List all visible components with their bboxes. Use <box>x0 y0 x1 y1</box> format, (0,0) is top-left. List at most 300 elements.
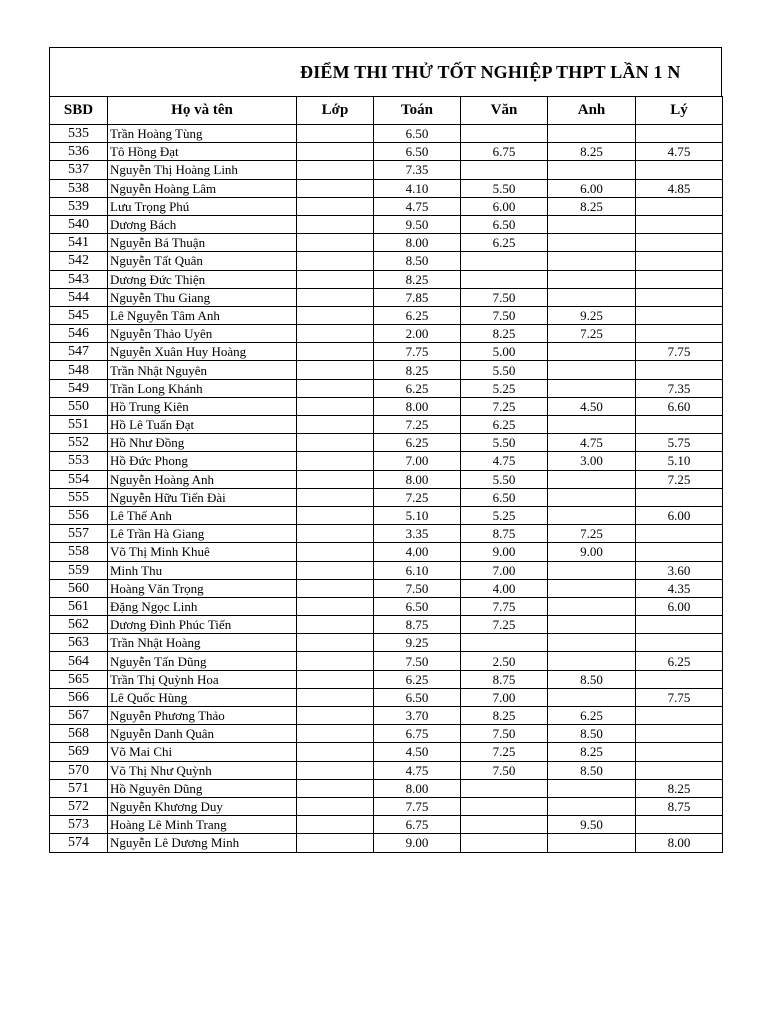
cell-math[interactable]: 6.50 <box>374 597 461 615</box>
cell-sbd[interactable]: 573 <box>50 816 108 834</box>
cell-math[interactable]: 6.25 <box>374 434 461 452</box>
cell-class[interactable] <box>297 179 374 197</box>
cell-name[interactable]: Tô Hồng Đạt <box>108 143 297 161</box>
cell-sbd[interactable]: 559 <box>50 561 108 579</box>
cell-english[interactable]: 8.50 <box>548 725 636 743</box>
cell-physics[interactable] <box>636 197 723 215</box>
cell-literature[interactable] <box>461 834 548 852</box>
table-row <box>50 579 723 597</box>
cell-name[interactable]: Lưu Trọng Phú <box>108 197 297 215</box>
cell-english[interactable] <box>548 343 636 361</box>
cell-english[interactable] <box>548 470 636 488</box>
cell-math[interactable]: 9.50 <box>374 215 461 233</box>
cell-name[interactable]: Hoàng Văn Trọng <box>108 579 297 597</box>
cell-physics[interactable] <box>636 125 723 143</box>
cell-sbd[interactable]: 551 <box>50 416 108 434</box>
cell-literature[interactable]: 7.25 <box>461 397 548 415</box>
cell-literature[interactable]: 7.75 <box>461 597 548 615</box>
cell-math[interactable]: 7.50 <box>374 652 461 670</box>
cell-name[interactable]: Dương Đình Phúc Tiến <box>108 616 297 634</box>
cell-math[interactable]: 4.75 <box>374 197 461 215</box>
table-row <box>50 379 723 397</box>
cell-class[interactable] <box>297 725 374 743</box>
cell-english[interactable]: 8.25 <box>548 743 636 761</box>
cell-sbd[interactable]: 550 <box>50 397 108 415</box>
cell-sbd[interactable]: 541 <box>50 234 108 252</box>
cell-physics[interactable]: 4.75 <box>636 143 723 161</box>
cell-math[interactable]: 5.10 <box>374 506 461 524</box>
cell-sbd[interactable]: 566 <box>50 688 108 706</box>
cell-english[interactable]: 8.50 <box>548 761 636 779</box>
cell-sbd[interactable]: 558 <box>50 543 108 561</box>
cell-name[interactable]: Lê Trần Hà Giang <box>108 525 297 543</box>
cell-literature[interactable]: 6.50 <box>461 488 548 506</box>
cell-literature[interactable]: 5.25 <box>461 506 548 524</box>
cell-class[interactable] <box>297 652 374 670</box>
cell-sbd[interactable]: 567 <box>50 707 108 725</box>
cell-physics[interactable]: 7.35 <box>636 379 723 397</box>
table-row <box>50 725 723 743</box>
cell-literature[interactable]: 5.50 <box>461 470 548 488</box>
cell-name[interactable]: Trần Long Khánh <box>108 379 297 397</box>
cell-sbd[interactable]: 572 <box>50 797 108 815</box>
cell-sbd[interactable]: 543 <box>50 270 108 288</box>
cell-literature[interactable]: 6.75 <box>461 143 548 161</box>
cell-math[interactable]: 7.85 <box>374 288 461 306</box>
cell-literature[interactable]: 5.50 <box>461 361 548 379</box>
cell-name[interactable]: Lê Nguyễn Tâm Anh <box>108 306 297 324</box>
cell-math[interactable]: 7.75 <box>374 797 461 815</box>
cell-english[interactable]: 6.25 <box>548 707 636 725</box>
cell-english[interactable]: 6.00 <box>548 179 636 197</box>
cell-sbd[interactable]: 538 <box>50 179 108 197</box>
cell-math[interactable]: 2.00 <box>374 325 461 343</box>
cell-physics[interactable] <box>636 670 723 688</box>
cell-english[interactable] <box>548 779 636 797</box>
cell-name[interactable]: Hồ Nguyên Dũng <box>108 779 297 797</box>
cell-name[interactable]: Trần Hoàng Tùng <box>108 125 297 143</box>
cell-name[interactable]: Minh Thu <box>108 561 297 579</box>
cell-physics[interactable]: 4.35 <box>636 579 723 597</box>
cell-literature[interactable]: 6.50 <box>461 215 548 233</box>
cell-english[interactable]: 4.50 <box>548 397 636 415</box>
cell-class[interactable] <box>297 688 374 706</box>
cell-sbd[interactable]: 553 <box>50 452 108 470</box>
cell-physics[interactable]: 6.25 <box>636 652 723 670</box>
cell-name[interactable]: Nguyễn Hoàng Anh <box>108 470 297 488</box>
header-physics[interactable]: Lý <box>636 97 723 125</box>
cell-sbd[interactable]: 552 <box>50 434 108 452</box>
cell-class[interactable] <box>297 125 374 143</box>
cell-sbd[interactable]: 537 <box>50 161 108 179</box>
cell-name[interactable]: Hồ Trung Kiên <box>108 397 297 415</box>
cell-name[interactable]: Võ Thị Như Quỳnh <box>108 761 297 779</box>
cell-literature[interactable]: 5.50 <box>461 434 548 452</box>
cell-english[interactable]: 4.75 <box>548 434 636 452</box>
cell-sbd[interactable]: 561 <box>50 597 108 615</box>
cell-english[interactable] <box>548 652 636 670</box>
cell-class[interactable] <box>297 707 374 725</box>
cell-math[interactable]: 9.00 <box>374 834 461 852</box>
cell-sbd[interactable]: 569 <box>50 743 108 761</box>
table-row <box>50 179 723 197</box>
cell-sbd[interactable]: 545 <box>50 306 108 324</box>
cell-class[interactable] <box>297 834 374 852</box>
cell-english[interactable] <box>548 252 636 270</box>
cell-physics[interactable]: 5.75 <box>636 434 723 452</box>
cell-english[interactable] <box>548 561 636 579</box>
cell-physics[interactable] <box>636 743 723 761</box>
cell-physics[interactable] <box>636 416 723 434</box>
cell-physics[interactable]: 7.25 <box>636 470 723 488</box>
cell-literature[interactable]: 7.50 <box>461 306 548 324</box>
cell-literature[interactable]: 5.25 <box>461 379 548 397</box>
cell-class[interactable] <box>297 797 374 815</box>
cell-literature[interactable] <box>461 270 548 288</box>
cell-name[interactable]: Nguyễn Hữu Tiến Đài <box>108 488 297 506</box>
header-math[interactable]: Toán <box>374 97 461 125</box>
cell-english[interactable] <box>548 416 636 434</box>
cell-class[interactable] <box>297 343 374 361</box>
cell-sbd[interactable]: 570 <box>50 761 108 779</box>
cell-class[interactable] <box>297 161 374 179</box>
cell-english[interactable] <box>548 161 636 179</box>
cell-physics[interactable] <box>636 525 723 543</box>
cell-physics[interactable]: 4.85 <box>636 179 723 197</box>
cell-class[interactable] <box>297 579 374 597</box>
cell-math[interactable]: 6.75 <box>374 725 461 743</box>
cell-english[interactable] <box>548 634 636 652</box>
cell-english[interactable]: 9.00 <box>548 543 636 561</box>
cell-literature[interactable]: 8.25 <box>461 325 548 343</box>
cell-physics[interactable] <box>636 488 723 506</box>
cell-sbd[interactable]: 554 <box>50 470 108 488</box>
cell-name[interactable]: Nguyễn Thu Giang <box>108 288 297 306</box>
table-row <box>50 161 723 179</box>
cell-physics[interactable] <box>636 306 723 324</box>
cell-physics[interactable] <box>636 707 723 725</box>
cell-sbd[interactable]: 571 <box>50 779 108 797</box>
cell-english[interactable] <box>548 215 636 233</box>
cell-physics[interactable] <box>636 361 723 379</box>
cell-literature[interactable]: 8.75 <box>461 525 548 543</box>
table-row <box>50 143 723 161</box>
cell-math[interactable]: 6.10 <box>374 561 461 579</box>
cell-english[interactable] <box>548 579 636 597</box>
cell-english[interactable] <box>548 234 636 252</box>
cell-math[interactable]: 3.35 <box>374 525 461 543</box>
cell-physics[interactable] <box>636 161 723 179</box>
cell-math[interactable]: 9.25 <box>374 634 461 652</box>
cell-name[interactable]: Nguyễn Tất Quân <box>108 252 297 270</box>
table-row <box>50 452 723 470</box>
cell-sbd[interactable]: 535 <box>50 125 108 143</box>
cell-class[interactable] <box>297 597 374 615</box>
cell-class[interactable] <box>297 743 374 761</box>
cell-english[interactable] <box>548 797 636 815</box>
cell-math[interactable]: 3.70 <box>374 707 461 725</box>
cell-math[interactable]: 8.00 <box>374 234 461 252</box>
cell-literature[interactable] <box>461 125 548 143</box>
cell-english[interactable] <box>548 288 636 306</box>
cell-name[interactable]: Trần Nhật Nguyên <box>108 361 297 379</box>
header-class[interactable]: Lớp <box>297 97 374 125</box>
cell-literature[interactable] <box>461 779 548 797</box>
cell-physics[interactable] <box>636 325 723 343</box>
cell-name[interactable]: Nguyễn Danh Quân <box>108 725 297 743</box>
cell-sbd[interactable]: 555 <box>50 488 108 506</box>
cell-class[interactable] <box>297 306 374 324</box>
cell-physics[interactable]: 3.60 <box>636 561 723 579</box>
cell-class[interactable] <box>297 397 374 415</box>
cell-class[interactable] <box>297 143 374 161</box>
cell-math[interactable]: 8.25 <box>374 270 461 288</box>
cell-physics[interactable]: 6.00 <box>636 506 723 524</box>
cell-math[interactable]: 8.75 <box>374 616 461 634</box>
table-row <box>50 816 723 834</box>
cell-class[interactable] <box>297 452 374 470</box>
cell-class[interactable] <box>297 525 374 543</box>
cell-physics[interactable] <box>636 616 723 634</box>
cell-sbd[interactable]: 547 <box>50 343 108 361</box>
cell-english[interactable]: 9.50 <box>548 816 636 834</box>
cell-sbd[interactable]: 564 <box>50 652 108 670</box>
cell-name[interactable]: Dương Đức Thiện <box>108 270 297 288</box>
cell-math[interactable]: 7.25 <box>374 488 461 506</box>
cell-physics[interactable] <box>636 761 723 779</box>
cell-class[interactable] <box>297 288 374 306</box>
cell-literature[interactable] <box>461 634 548 652</box>
cell-name[interactable]: Nguyễn Lê Dương Minh <box>108 834 297 852</box>
cell-name[interactable]: Nguyễn Bá Thuận <box>108 234 297 252</box>
cell-literature[interactable] <box>461 252 548 270</box>
cell-class[interactable] <box>297 470 374 488</box>
cell-name[interactable]: Nguyễn Thị Hoàng Linh <box>108 161 297 179</box>
cell-english[interactable] <box>548 361 636 379</box>
cell-english[interactable]: 8.25 <box>548 197 636 215</box>
table-row <box>50 670 723 688</box>
cell-math[interactable]: 6.25 <box>374 670 461 688</box>
cell-english[interactable] <box>548 488 636 506</box>
cell-class[interactable] <box>297 234 374 252</box>
cell-physics[interactable] <box>636 816 723 834</box>
cell-literature[interactable]: 7.50 <box>461 288 548 306</box>
cell-math[interactable]: 8.00 <box>374 779 461 797</box>
cell-english[interactable] <box>548 125 636 143</box>
cell-name[interactable]: Nguyễn Phương Thảo <box>108 707 297 725</box>
cell-physics[interactable] <box>636 543 723 561</box>
cell-physics[interactable]: 6.00 <box>636 597 723 615</box>
cell-class[interactable] <box>297 270 374 288</box>
cell-sbd[interactable]: 568 <box>50 725 108 743</box>
cell-physics[interactable]: 6.60 <box>636 397 723 415</box>
cell-physics[interactable]: 8.00 <box>636 834 723 852</box>
cell-math[interactable]: 6.50 <box>374 143 461 161</box>
cell-class[interactable] <box>297 670 374 688</box>
cell-physics[interactable] <box>636 270 723 288</box>
cell-english[interactable] <box>548 379 636 397</box>
cell-physics[interactable]: 7.75 <box>636 688 723 706</box>
cell-literature[interactable]: 4.00 <box>461 579 548 597</box>
cell-class[interactable] <box>297 361 374 379</box>
cell-literature[interactable]: 7.50 <box>461 725 548 743</box>
cell-math[interactable]: 7.35 <box>374 161 461 179</box>
cell-math[interactable]: 8.25 <box>374 361 461 379</box>
cell-literature[interactable]: 7.00 <box>461 561 548 579</box>
cell-name[interactable]: Hồ Như Đồng <box>108 434 297 452</box>
cell-math[interactable]: 6.50 <box>374 125 461 143</box>
cell-name[interactable]: Hồ Lê Tuấn Đạt <box>108 416 297 434</box>
cell-sbd[interactable]: 546 <box>50 325 108 343</box>
cell-math[interactable]: 7.50 <box>374 579 461 597</box>
cell-literature[interactable]: 7.25 <box>461 743 548 761</box>
cell-physics[interactable] <box>636 634 723 652</box>
cell-name[interactable]: Đặng Ngọc Linh <box>108 597 297 615</box>
cell-class[interactable] <box>297 779 374 797</box>
cell-physics[interactable] <box>636 288 723 306</box>
cell-name[interactable]: Dương Bách <box>108 215 297 233</box>
cell-physics[interactable] <box>636 215 723 233</box>
cell-class[interactable] <box>297 616 374 634</box>
cell-name[interactable]: Nguyễn Hoàng Lâm <box>108 179 297 197</box>
cell-literature[interactable]: 4.75 <box>461 452 548 470</box>
cell-class[interactable] <box>297 325 374 343</box>
cell-physics[interactable]: 8.75 <box>636 797 723 815</box>
cell-literature[interactable] <box>461 797 548 815</box>
cell-sbd[interactable]: 542 <box>50 252 108 270</box>
header-literature[interactable]: Văn <box>461 97 548 125</box>
cell-name[interactable]: Trần Thị Quỳnh Hoa <box>108 670 297 688</box>
cell-class[interactable] <box>297 634 374 652</box>
cell-class[interactable] <box>297 215 374 233</box>
cell-sbd[interactable]: 563 <box>50 634 108 652</box>
cell-literature[interactable]: 8.25 <box>461 707 548 725</box>
cell-literature[interactable]: 5.50 <box>461 179 548 197</box>
cell-class[interactable] <box>297 434 374 452</box>
cell-math[interactable]: 4.50 <box>374 743 461 761</box>
cell-sbd[interactable]: 556 <box>50 506 108 524</box>
cell-english[interactable]: 3.00 <box>548 452 636 470</box>
cell-class[interactable] <box>297 561 374 579</box>
cell-math[interactable]: 7.25 <box>374 416 461 434</box>
cell-name[interactable]: Nguyễn Tấn Dũng <box>108 652 297 670</box>
cell-class[interactable] <box>297 252 374 270</box>
cell-name[interactable]: Nguyễn Xuân Huy Hoàng <box>108 343 297 361</box>
cell-english[interactable]: 9.25 <box>548 306 636 324</box>
cell-class[interactable] <box>297 816 374 834</box>
cell-sbd[interactable]: 549 <box>50 379 108 397</box>
cell-name[interactable]: Võ Thị Minh Khuê <box>108 543 297 561</box>
cell-literature[interactable]: 7.00 <box>461 688 548 706</box>
table-row <box>50 597 723 615</box>
cell-math[interactable]: 8.00 <box>374 397 461 415</box>
cell-class[interactable] <box>297 379 374 397</box>
cell-math[interactable]: 8.00 <box>374 470 461 488</box>
cell-literature[interactable] <box>461 816 548 834</box>
cell-name[interactable]: Võ Mai Chi <box>108 743 297 761</box>
table-row <box>50 343 723 361</box>
cell-math[interactable]: 6.75 <box>374 816 461 834</box>
cell-physics[interactable]: 5.10 <box>636 452 723 470</box>
cell-english[interactable]: 7.25 <box>548 525 636 543</box>
cell-math[interactable]: 7.00 <box>374 452 461 470</box>
cell-class[interactable] <box>297 197 374 215</box>
cell-literature[interactable]: 6.25 <box>461 234 548 252</box>
cell-math[interactable]: 8.50 <box>374 252 461 270</box>
cell-sbd[interactable]: 536 <box>50 143 108 161</box>
cell-physics[interactable]: 7.75 <box>636 343 723 361</box>
cell-literature[interactable]: 6.00 <box>461 197 548 215</box>
cell-class[interactable] <box>297 416 374 434</box>
cell-sbd[interactable]: 560 <box>50 579 108 597</box>
header-sbd[interactable]: SBD <box>50 97 108 125</box>
cell-class[interactable] <box>297 761 374 779</box>
cell-literature[interactable]: 2.50 <box>461 652 548 670</box>
cell-math[interactable]: 4.00 <box>374 543 461 561</box>
cell-english[interactable] <box>548 597 636 615</box>
cell-english[interactable] <box>548 834 636 852</box>
table-row <box>50 707 723 725</box>
header-name[interactable]: Họ và tên <box>108 97 297 125</box>
cell-class[interactable] <box>297 543 374 561</box>
cell-english[interactable]: 7.25 <box>548 325 636 343</box>
cell-english[interactable]: 8.25 <box>548 143 636 161</box>
cell-literature[interactable]: 7.25 <box>461 616 548 634</box>
cell-math[interactable]: 4.75 <box>374 761 461 779</box>
cell-english[interactable] <box>548 506 636 524</box>
cell-sbd[interactable]: 540 <box>50 215 108 233</box>
cell-class[interactable] <box>297 488 374 506</box>
cell-name[interactable]: Nguyễn Thảo Uyên <box>108 325 297 343</box>
cell-name[interactable]: Hoàng Lê Minh Trang <box>108 816 297 834</box>
cell-literature[interactable]: 9.00 <box>461 543 548 561</box>
cell-sbd[interactable]: 562 <box>50 616 108 634</box>
cell-name[interactable]: Nguyễn Khương Duy <box>108 797 297 815</box>
cell-math[interactable]: 7.75 <box>374 343 461 361</box>
cell-sbd[interactable]: 548 <box>50 361 108 379</box>
cell-sbd[interactable]: 539 <box>50 197 108 215</box>
cell-english[interactable]: 8.50 <box>548 670 636 688</box>
cell-math[interactable]: 6.50 <box>374 688 461 706</box>
cell-sbd[interactable]: 565 <box>50 670 108 688</box>
cell-english[interactable] <box>548 616 636 634</box>
cell-sbd[interactable]: 557 <box>50 525 108 543</box>
cell-literature[interactable] <box>461 161 548 179</box>
cell-sbd[interactable]: 574 <box>50 834 108 852</box>
cell-math[interactable]: 6.25 <box>374 306 461 324</box>
cell-literature[interactable]: 8.75 <box>461 670 548 688</box>
cell-class[interactable] <box>297 506 374 524</box>
cell-math[interactable]: 6.25 <box>374 379 461 397</box>
cell-physics[interactable] <box>636 725 723 743</box>
cell-physics[interactable] <box>636 234 723 252</box>
cell-physics[interactable]: 8.25 <box>636 779 723 797</box>
cell-name[interactable]: Trần Nhật Hoàng <box>108 634 297 652</box>
cell-english[interactable] <box>548 688 636 706</box>
cell-english[interactable] <box>548 270 636 288</box>
cell-literature[interactable]: 7.50 <box>461 761 548 779</box>
table-row <box>50 834 723 852</box>
cell-math[interactable]: 4.10 <box>374 179 461 197</box>
header-english[interactable]: Anh <box>548 97 636 125</box>
cell-physics[interactable] <box>636 252 723 270</box>
cell-sbd[interactable]: 544 <box>50 288 108 306</box>
cell-name[interactable]: Lê Thế Anh <box>108 506 297 524</box>
cell-name[interactable]: Lê Quốc Hùng <box>108 688 297 706</box>
cell-literature[interactable]: 5.00 <box>461 343 548 361</box>
cell-literature[interactable]: 6.25 <box>461 416 548 434</box>
cell-name[interactable]: Hồ Đức Phong <box>108 452 297 470</box>
